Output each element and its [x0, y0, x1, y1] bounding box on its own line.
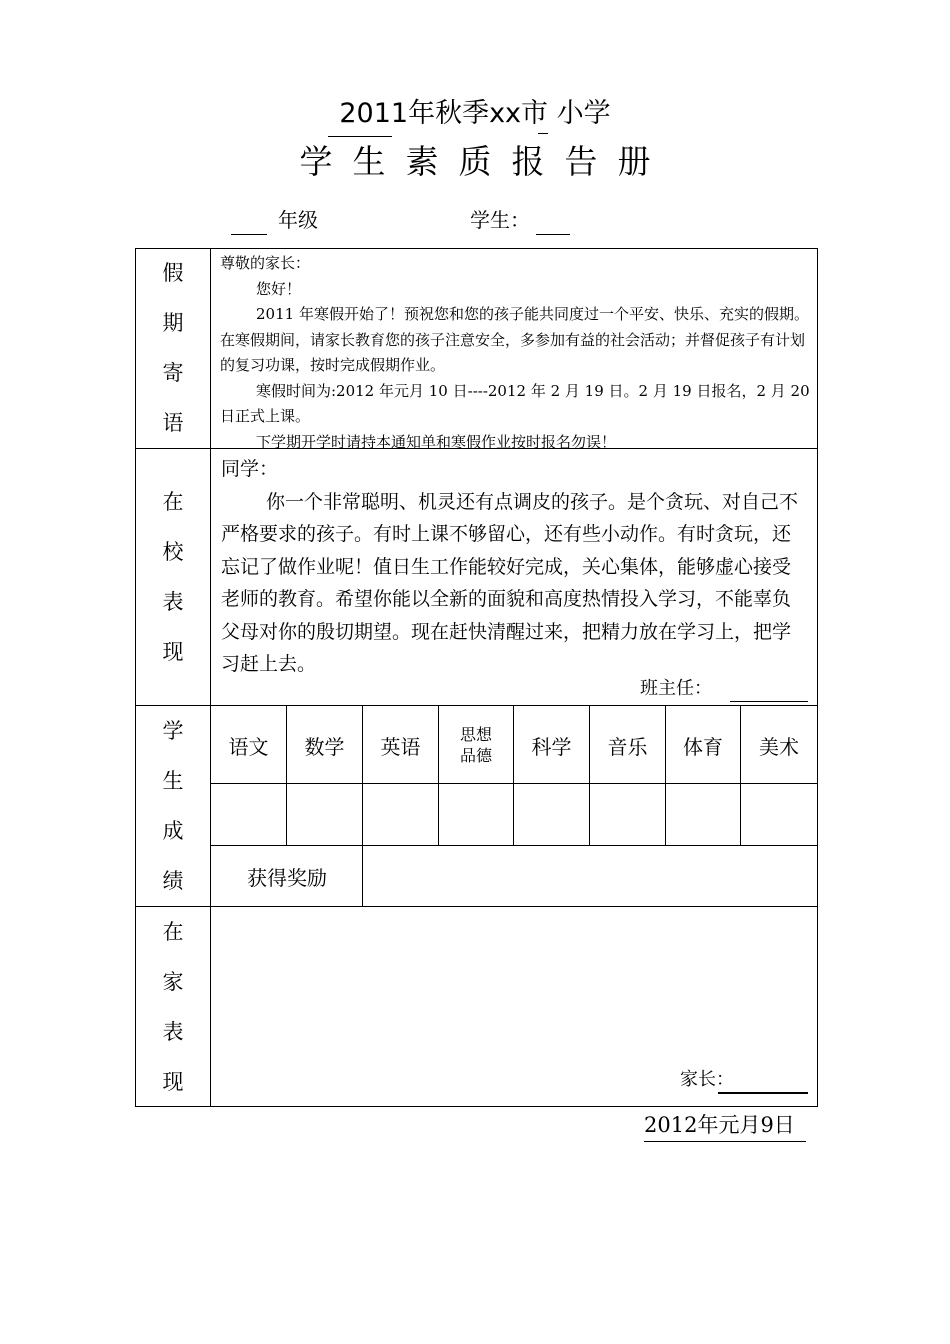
- section-header-char: 现: [162, 1070, 184, 1094]
- holiday-letter: [220, 251, 810, 455]
- score-cell[interactable]: [363, 784, 438, 845]
- title-underline: [328, 136, 392, 137]
- letter-salutation: 尊敬的家长：: [220, 254, 311, 272]
- section-header-char: 假: [162, 261, 184, 285]
- subject-moral-education: 思想 品德: [459, 725, 492, 765]
- parent-signature-label: 家长：: [680, 1069, 734, 1090]
- subject-pe: 体育: [683, 734, 723, 759]
- grade-blank[interactable]: [231, 234, 267, 235]
- comment-body: 你一个非常聪明、机灵还有点调皮的孩子。是个贪玩、对自己不严格要求的孩子。有时上课不够留心，还有些小动作。有时贪玩，还忘记了做作业呢！值日生工作能较好完成，关心集体，能够虚心接受老师的教育。希望你能以全新的面貌和高度热情投入学习，不能辜负父母对你的殷切期望。现在赶快清醒过来，把精力放在学习上，把学习赶上去。: [221, 490, 799, 675]
- section-header-char: 语: [162, 411, 184, 435]
- teacher-comment: [221, 453, 809, 681]
- student-name-blank[interactable]: [536, 234, 570, 235]
- score-cell[interactable]: [590, 784, 665, 845]
- section-header-char: 校: [162, 540, 184, 564]
- awards-label: 获得奖励: [247, 865, 327, 890]
- section-header-char: 表: [162, 590, 184, 614]
- section-header-char: 成: [162, 819, 184, 843]
- section-header-char: 期: [162, 311, 184, 335]
- letter-paragraph: 2011 年寒假开始了！预祝您和您的孩子能共同度过一个平安、快乐、充实的假期。在寒假期间，请家长教育您的孩子注意安全，多参加有益的社会活动；并督促孩子有计划的复习功课，按时完成假期作业。: [220, 305, 809, 374]
- subject-music: 音乐: [607, 734, 648, 759]
- score-cell[interactable]: [741, 784, 817, 845]
- letter-greeting: 您好！: [256, 279, 302, 298]
- grade-label: 年级: [278, 208, 318, 232]
- score-cell[interactable]: [211, 784, 286, 845]
- section-header-char: 在: [162, 490, 184, 514]
- section-header-char: 学: [162, 719, 184, 743]
- section-header-char: 在: [162, 920, 184, 944]
- subject-art: 美术: [759, 734, 799, 759]
- report-title-line1: 2011年秋季xx市 小学: [339, 98, 611, 129]
- section-header-home-performance: [136, 907, 210, 1107]
- parent-signature-blank[interactable]: [718, 1092, 808, 1094]
- subject-english: 英语: [380, 734, 421, 759]
- section-header-char: 绩: [162, 869, 184, 893]
- teacher-signature-blank[interactable]: [730, 701, 808, 702]
- score-cell[interactable]: [439, 784, 513, 845]
- section-header-char: 家: [162, 970, 184, 994]
- score-cell[interactable]: [514, 784, 589, 845]
- section-header-char: 表: [162, 1020, 184, 1044]
- section-header-char: 寄: [162, 361, 184, 385]
- section-header-char: 生: [162, 769, 184, 793]
- subject-chinese: 语文: [228, 734, 269, 759]
- report-date: 2012年元月9日: [644, 1113, 795, 1137]
- score-cell[interactable]: [666, 784, 740, 845]
- title-underline: [538, 133, 548, 134]
- section-header-holiday-message: [136, 248, 210, 448]
- awards-cell[interactable]: [363, 846, 817, 906]
- letter-paragraph: 下学期开学时请持本通知单和寒假作业按时报名勿误！: [256, 432, 617, 451]
- student-label: 学生：: [470, 208, 530, 232]
- section-header-student-grades: [136, 706, 210, 906]
- section-header-school-performance: [136, 449, 210, 705]
- subject-math: 数学: [304, 734, 345, 759]
- score-cell[interactable]: [287, 784, 362, 845]
- date-underline: [644, 1141, 806, 1142]
- report-title-main: 学生素质报告册: [299, 142, 671, 181]
- section-header-char: 现: [162, 640, 184, 664]
- teacher-signature-label: 班主任：: [640, 678, 712, 699]
- comment-salutation: 同学：: [221, 458, 279, 480]
- subject-science: 科学: [531, 734, 572, 759]
- letter-paragraph: 寒假时间为:2012 年元月 10 日----2012 年 2 月 19 日。2 月 19 日报名，2 月 20 日正式上课。: [220, 381, 810, 425]
- home-performance-cell[interactable]: [211, 907, 817, 1067]
